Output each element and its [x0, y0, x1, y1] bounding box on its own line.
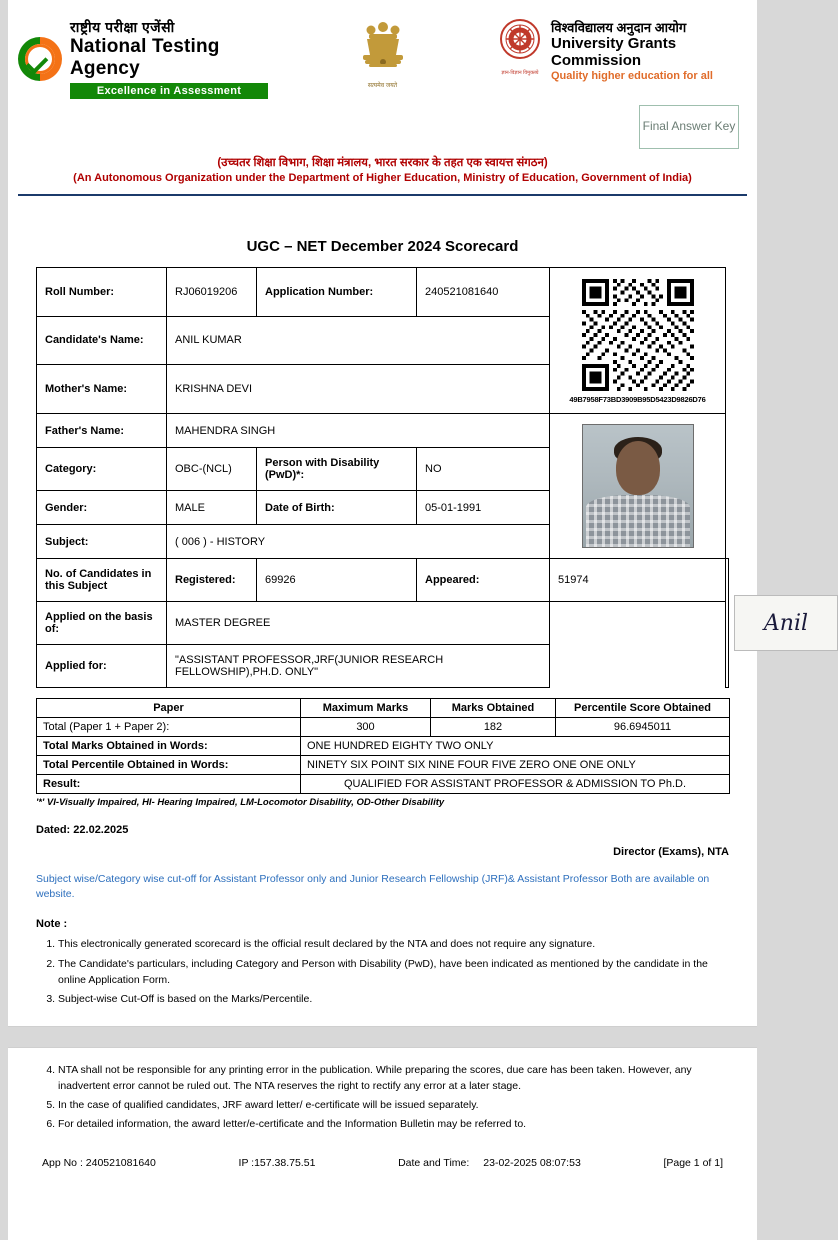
footer-datetime-group	[398, 1157, 581, 1169]
applied-for-label: Applied for:	[37, 645, 167, 688]
list-item: 6. For detailed information, the award letter/e-certificate and the Information Bulletin may be referred to.	[58, 1116, 729, 1132]
candidate-signature: Anil	[734, 595, 838, 651]
notes-list	[36, 936, 729, 1007]
scorecard-page	[8, 0, 809, 1240]
candidate-photo-cell	[550, 414, 726, 559]
result-label: Result:	[37, 775, 301, 794]
candidate-photo	[582, 424, 694, 548]
category-value: OBC-(NCL)	[167, 448, 257, 491]
ugc-tagline: Quality higher education for all	[551, 70, 713, 82]
father-name-label: Father's Name:	[37, 414, 167, 448]
roll-number-label: Roll Number:	[37, 268, 167, 317]
ugc-seal-caption: ज्ञान-विज्ञान विमुक्तये	[501, 70, 539, 76]
list-item: 1. This electronically generated scorecard is the official result declared by the NTA and does not require any signature.	[58, 936, 729, 952]
nta-logo	[18, 18, 268, 99]
application-number-value: 240521081640	[417, 268, 550, 317]
table-row	[37, 775, 730, 794]
qr-code-cell	[550, 268, 726, 414]
header-logos	[8, 0, 757, 99]
basis-value: MASTER DEGREE	[167, 602, 550, 645]
application-number-label: Application Number:	[257, 268, 417, 317]
dob-value: 05-01-1991	[417, 491, 550, 525]
pwd-label: Person with Disability (PwD)*:	[257, 448, 417, 491]
marks-header-row	[37, 699, 730, 718]
appeared-value: 51974	[550, 559, 726, 602]
marks-table	[36, 698, 730, 794]
roll-number-value: RJ06019206	[167, 268, 257, 317]
pwd-value: NO	[417, 448, 550, 491]
subject-label: Subject:	[37, 525, 167, 559]
page-break-gap	[8, 1026, 757, 1048]
table-row	[37, 756, 730, 775]
disability-abbreviation-note: '*' VI-Visually Impaired, HI- Hearing Impaired, LM-Locomotor Disability, OD-Other Disability	[36, 797, 445, 808]
words-percentile-label: Total Percentile Obtained in Words:	[37, 756, 301, 775]
basis-label: Applied on the basis of:	[37, 602, 167, 645]
candidate-name-label: Candidate's Name:	[37, 316, 167, 365]
result-value: QUALIFIED FOR ASSISTANT PROFESSOR & ADMISSION TO Ph.D.	[301, 775, 730, 794]
ugc-name-hindi: विश्वविद्यालय अनुदान आयोग	[551, 20, 687, 35]
registered-value: 69926	[257, 559, 417, 602]
words-percentile-value: NINETY SIX POINT SIX NINE FOUR FIVE ZERO ONE ONE ONLY	[301, 756, 730, 775]
list-item: 5. In the case of qualified candidates, JRF award letter/ e-certificate will be issued separately.	[58, 1097, 729, 1113]
table-row	[37, 645, 729, 688]
words-marks-value: ONE HUNDRED EIGHTY TWO ONLY	[301, 737, 730, 756]
marks-row-maximum: 300	[301, 718, 431, 737]
mother-name-label: Mother's Name:	[37, 365, 167, 414]
category-label: Category:	[37, 448, 167, 491]
bottom-strip	[36, 1187, 729, 1197]
table-row	[37, 559, 729, 602]
candidates-count-label: No. of Candidates in this Subject	[37, 559, 167, 602]
note-heading: Note :	[36, 918, 68, 931]
org-line-hindi: (उच्चतर शिक्षा विभाग, शिक्षा मंत्रालय, भारत सरकार के तहत एक स्वायत्त संगठन)	[217, 157, 548, 169]
nta-tagline: Excellence in Assessment	[70, 83, 268, 99]
gender-value: MALE	[167, 491, 257, 525]
dated-text: Dated: 22.02.2025	[36, 824, 129, 836]
list-item: 3. Subject-wise Cut-Off is based on the Marks/Percentile.	[58, 991, 729, 1007]
marks-header-percentile: Percentile Score Obtained	[556, 699, 730, 718]
mother-name-value: KRISHNA DEVI	[167, 365, 550, 414]
footer-ip: IP :157.38.75.51	[238, 1156, 316, 1169]
footer-page-number: [Page 1 of 1]	[663, 1156, 723, 1169]
nta-emblem-icon	[18, 37, 62, 81]
cutoff-info-link[interactable]: Subject wise/Category wise cut-off for Assistant Professor only and Junior Research Fellowship (JRF)& Assistant Professor Both are available on website.	[36, 873, 710, 901]
candidate-info-table	[36, 267, 809, 688]
list-item: 2. The Candidate's particulars, including Category and Person with Disability (PwD), have been indicated as mentioned by the candidate in the online Application Form.	[58, 956, 729, 989]
ugc-logo	[497, 18, 747, 82]
marks-row-obtained: 182	[431, 718, 556, 737]
footer-datetime-label: Date and Time:	[398, 1156, 470, 1169]
page-title: UGC – NET December 2024 Scorecard	[246, 238, 519, 255]
words-marks-label: Total Marks Obtained in Words:	[37, 737, 301, 756]
final-answer-key-badge: Final Answer Key	[639, 105, 739, 149]
applied-for-value: "ASSISTANT PROFESSOR,JRF(JUNIOR RESEARCH FELLOWSHIP),PH.D. ONLY"	[167, 645, 550, 688]
emblem-caption: सत्यमेव जयते	[367, 83, 398, 89]
candidate-name-value: ANIL KUMAR	[167, 316, 550, 365]
qr-code-icon	[579, 279, 697, 391]
footer-app-no: App No : 240521081640	[42, 1156, 156, 1169]
footer-datetime-value: 23-02-2025 08:07:53	[483, 1156, 581, 1169]
photo-shirt	[586, 495, 690, 547]
table-row	[37, 737, 730, 756]
photo-face	[616, 441, 660, 495]
notes-list-continued	[36, 1062, 729, 1133]
final-answer-key-wrap	[8, 99, 757, 149]
appeared-label: Appeared:	[417, 559, 550, 602]
org-line-english: (An Autonomous Organization under the Department of Higher Education, Ministry of Education, Government of India)	[73, 172, 692, 184]
director-signature-text: Director (Exams), NTA	[613, 846, 729, 858]
gender-label: Gender:	[37, 491, 167, 525]
nta-name-hindi: राष्ट्रीय परीक्षा एजेंसी	[70, 19, 175, 35]
marks-header-paper: Paper	[37, 699, 301, 718]
list-item: 4. NTA shall not be responsible for any printing error in the publication. While preparing the scores, due care has been taken. However, any inadvertent error cannot be ruled out. The NTA reserves the right to rectify any error at a later stage.	[58, 1062, 729, 1095]
subject-value: ( 006 ) - HISTORY	[167, 525, 550, 559]
signature-cell	[726, 559, 809, 688]
organization-lines	[8, 155, 757, 184]
qr-hash-value: 49B7958F73BD3909B95D5423D9826D76	[569, 395, 706, 404]
state-emblem-icon	[343, 18, 423, 89]
marks-header-obtained: Marks Obtained	[431, 699, 556, 718]
ugc-name-english: University Grants Commission	[551, 35, 677, 69]
marks-row-percentile: 96.6945011	[556, 718, 730, 737]
registered-label: Registered:	[167, 559, 257, 602]
marks-row-paper: Total (Paper 1 + Paper 2):	[37, 718, 301, 737]
table-row	[37, 414, 729, 448]
table-row	[37, 268, 729, 317]
father-name-value: MAHENDRA SINGH	[167, 414, 550, 448]
table-row	[37, 602, 729, 645]
nta-name-english: National Testing Agency	[70, 36, 220, 79]
marks-header-maximum: Maximum Marks	[301, 699, 431, 718]
dob-label: Date of Birth:	[257, 491, 417, 525]
footer	[36, 1157, 729, 1187]
table-row	[37, 718, 730, 737]
ugc-seal-icon	[497, 18, 543, 76]
